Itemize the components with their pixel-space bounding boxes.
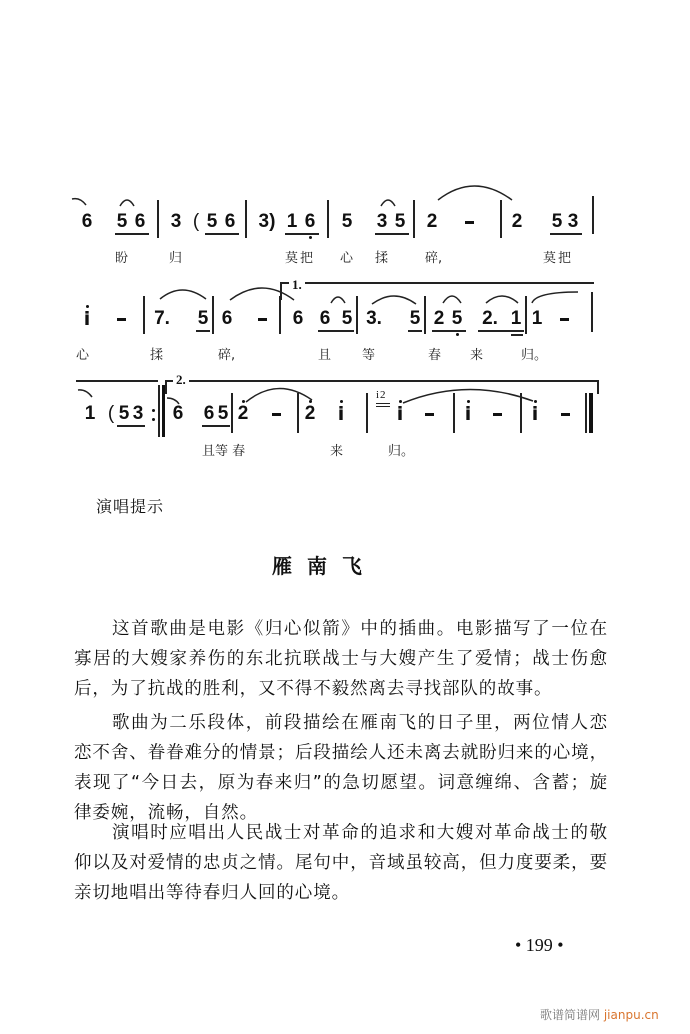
lyric: 心: [76, 348, 90, 363]
note: 5: [118, 403, 130, 424]
note: 6: [319, 308, 331, 329]
note: 5: [197, 308, 209, 329]
note: 3: [170, 211, 182, 232]
paragraph-text: 演唱时应唱出人民战士对革命的追求和大嫂对革命战士的敬仰以及对爱情的忠贞之情。尾句中，音域虽较高，但力度要柔，要亲切地唱出等待春归人回的心境。: [74, 823, 608, 903]
note: 7.: [154, 308, 170, 329]
lyric: 莫把: [543, 251, 574, 266]
lyric: 归: [169, 251, 183, 266]
repeat-dots: [152, 418, 155, 421]
note: 5: [551, 211, 563, 232]
note: 3: [376, 211, 388, 232]
watermark-domain: jianpu.cn: [603, 1008, 659, 1022]
paragraph: [74, 614, 608, 704]
slur: [244, 382, 314, 404]
note: 5: [206, 211, 218, 232]
note: 2: [426, 211, 438, 232]
lyric: 来: [330, 444, 344, 459]
barline: [231, 393, 233, 433]
lyric: 且等 春: [202, 444, 246, 459]
note: 1: [286, 211, 298, 232]
note: (: [192, 211, 200, 232]
repeat-barline: [158, 385, 160, 437]
barline: [366, 393, 368, 433]
page-number: • 199 •: [515, 935, 564, 955]
note: 2: [304, 403, 316, 424]
volta-label: 2.: [173, 372, 189, 388]
lyric: 等: [362, 348, 376, 363]
paragraph-text: 歌曲为二乐段体，前段描绘在雁南飞的日子里，两位情人恋恋不舍、眷眷难分的情景；后段描绘人还未离去就盼归来的心境，表现了“今日去，原为春来归”的急切愿望。词意缠绵、含蓄；旋律委婉，流畅，自然。: [74, 713, 608, 823]
lyric: 且: [318, 348, 332, 363]
dash: [272, 413, 281, 416]
note: i: [393, 404, 407, 424]
dash: [493, 413, 502, 416]
note: 6: [221, 308, 233, 329]
grace-underline: [376, 406, 390, 407]
underline: [202, 425, 230, 427]
lyric: 碎,: [425, 251, 443, 266]
final-barline: [585, 393, 587, 433]
note: 5: [394, 211, 406, 232]
note: 1: [510, 308, 522, 329]
note: 2: [433, 308, 445, 329]
note: 2.: [482, 308, 498, 329]
note: 6: [203, 403, 215, 424]
note: 3: [132, 403, 144, 424]
note: i: [461, 404, 475, 424]
volta-label: 1.: [289, 277, 305, 293]
note: 5: [341, 211, 353, 232]
repeat-dots: [152, 409, 155, 412]
watermark-site-name: 歌谱简谱网: [540, 1008, 601, 1022]
note: i: [80, 309, 94, 329]
lyric: 来: [470, 348, 484, 363]
watermark: [540, 1006, 659, 1023]
note: 5: [341, 308, 353, 329]
note: i: [334, 404, 348, 424]
lyric: 揉: [375, 251, 389, 266]
note: 5: [409, 308, 421, 329]
music-score: [0, 0, 690, 470]
note: 6: [224, 211, 236, 232]
note: 3): [258, 211, 276, 232]
note: 6: [134, 211, 146, 232]
continuation-line: [76, 380, 158, 382]
lyric: 盼: [115, 251, 129, 266]
lyric: 归。: [388, 444, 415, 459]
paragraph: [74, 818, 608, 908]
lyric: 归。: [521, 348, 548, 363]
note: 3: [567, 211, 579, 232]
dash: [561, 413, 570, 416]
note: 5: [451, 308, 463, 329]
final-barline-thick: [589, 393, 593, 433]
note: 6: [304, 211, 316, 232]
barline: [453, 393, 455, 433]
paragraph-text: 这首歌曲是电影《归心似箭》中的插曲。电影描写了一位在寡居的大嫂家养伤的东北抗联战士与大嫂产生了爱情；战士伤愈后，为了抗战的胜利，又不得不毅然离去寻找部队的故事。: [74, 619, 608, 699]
section-heading: 演唱提示: [96, 497, 165, 516]
note: 2: [237, 403, 249, 424]
score-line-3: [0, 0, 690, 470]
lyric: 春: [428, 348, 442, 363]
lyric: 碎,: [218, 348, 236, 363]
note: 6: [172, 403, 184, 424]
barline: [297, 393, 299, 433]
slur: [76, 387, 96, 399]
barline: [520, 393, 522, 433]
lyric: 心: [340, 251, 354, 266]
note: (: [107, 403, 115, 424]
underline: [117, 425, 145, 427]
dash: [425, 413, 434, 416]
note: 1: [84, 403, 96, 424]
note: 3.: [366, 308, 382, 329]
note: 5: [217, 403, 229, 424]
lyric: 揉: [150, 348, 164, 363]
grace-underline: [376, 403, 390, 404]
note: 1: [531, 308, 543, 329]
lyric: 莫把: [285, 251, 316, 266]
note: i: [528, 404, 542, 424]
grace-notes: i2: [376, 389, 387, 401]
note: 6: [81, 211, 93, 232]
note: 2: [511, 211, 523, 232]
paragraph: [74, 708, 608, 828]
song-title: 雁 南 飞: [272, 554, 366, 578]
note: 5: [116, 211, 128, 232]
note: 6: [292, 308, 304, 329]
